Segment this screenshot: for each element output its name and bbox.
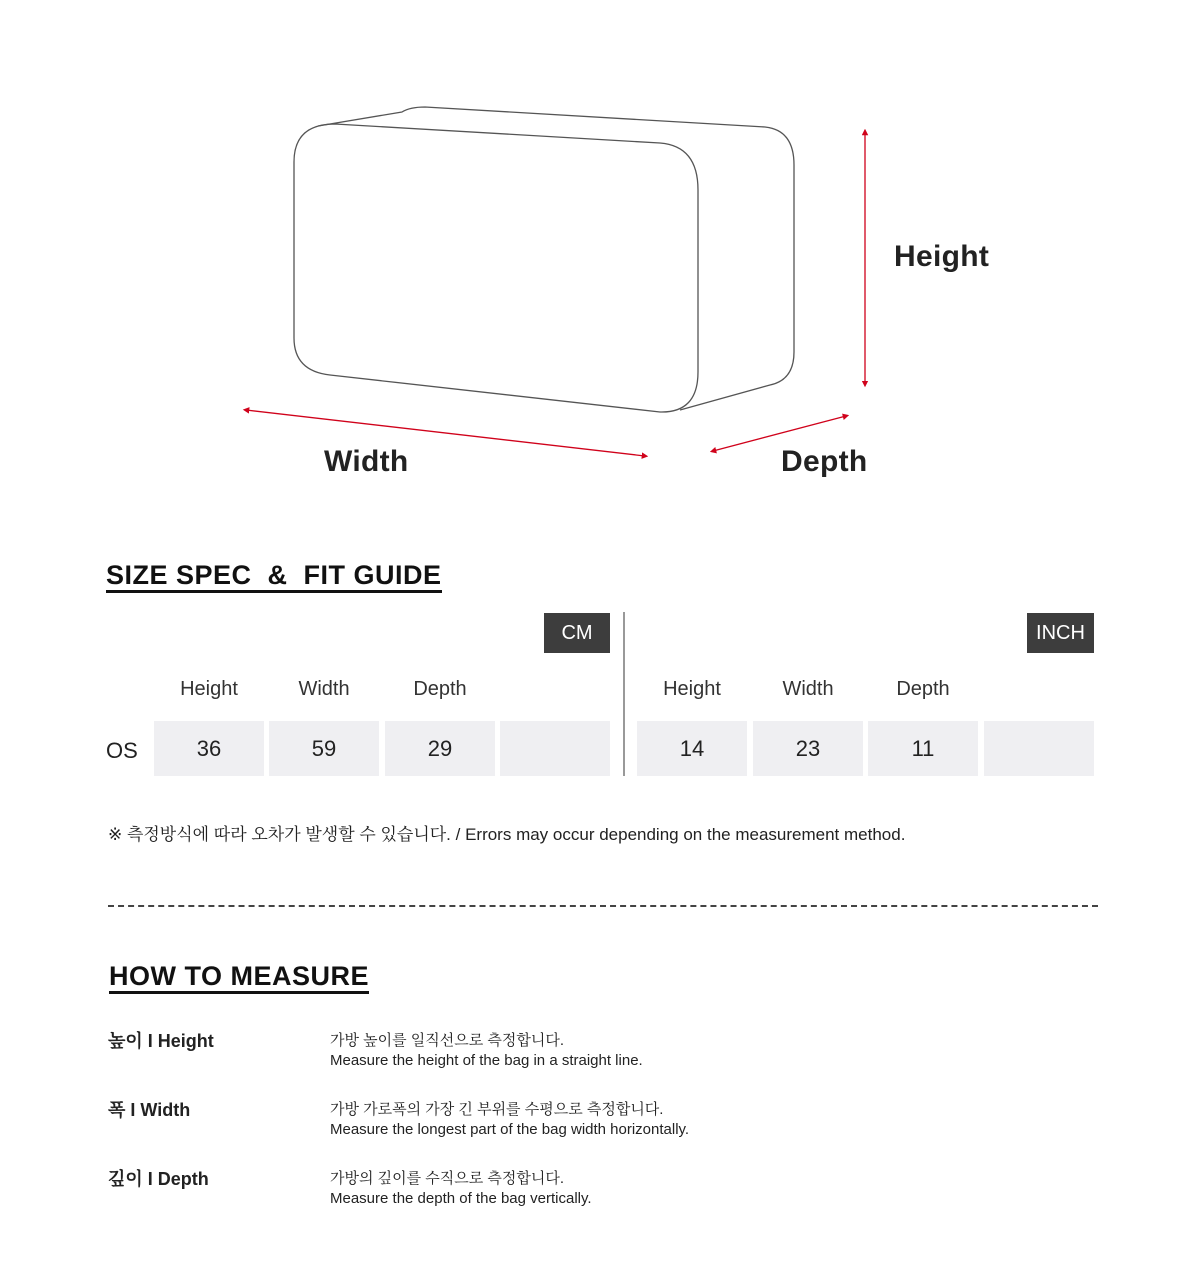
depth-label: Depth	[781, 445, 868, 478]
inch-cell-depth: 11	[868, 721, 978, 776]
cm-cell-empty	[500, 721, 610, 776]
inch-cell-height: 14	[637, 721, 747, 776]
size-spec-title: SIZE SPEC & FIT GUIDE	[106, 560, 442, 593]
bag-diagram	[0, 0, 1200, 520]
measurement-note: ※ 측정방식에 따라 오차가 발생할 수 있습니다. / Errors may occur depending on the measurement method.	[108, 825, 906, 844]
cm-header-height: Height	[180, 678, 238, 700]
bag-front-face	[294, 124, 698, 412]
inch-header-height: Height	[663, 678, 721, 700]
cm-cell-width: 59	[269, 721, 379, 776]
measure-kr-height: 가방 높이를 일직선으로 측정합니다.	[330, 1032, 565, 1049]
measure-label-depth: 깊이 I Depth	[108, 1169, 209, 1189]
inch-cell-width: 23	[753, 721, 863, 776]
bag-side-edge	[680, 165, 794, 410]
inch-cell-empty	[984, 721, 1094, 776]
measure-kr-width: 가방 가로폭의 가장 긴 부위를 수평으로 측정합니다.	[330, 1101, 664, 1118]
bag-top-edge	[318, 107, 794, 165]
cm-cell-depth: 29	[385, 721, 495, 776]
row-label-os: OS	[106, 738, 138, 763]
measure-en-depth: Measure the depth of the bag vertically.	[330, 1190, 592, 1207]
cm-header-depth: Depth	[413, 678, 467, 700]
measure-en-width: Measure the longest part of the bag width horizontally.	[330, 1121, 690, 1138]
measure-kr-depth: 가방의 깊이를 수직으로 측정합니다.	[330, 1170, 565, 1187]
width-arrow	[246, 410, 645, 456]
inch-badge: INCH	[1027, 613, 1094, 653]
cm-header-width: Width	[298, 678, 350, 700]
measure-label-height: 높이 I Height	[108, 1031, 214, 1051]
width-label: Width	[324, 445, 409, 478]
dashed-divider	[108, 905, 1098, 907]
measure-label-width: 폭 I Width	[108, 1100, 191, 1120]
cm-badge: CM	[544, 613, 610, 653]
unit-divider	[623, 612, 625, 776]
cm-cell-height: 36	[154, 721, 264, 776]
height-label: Height	[894, 240, 990, 273]
inch-header-depth: Depth	[896, 678, 950, 700]
measure-en-height: Measure the height of the bag in a straight line.	[330, 1052, 643, 1069]
inch-header-width: Width	[782, 678, 834, 700]
how-to-measure-title: HOW TO MEASURE	[109, 961, 369, 994]
